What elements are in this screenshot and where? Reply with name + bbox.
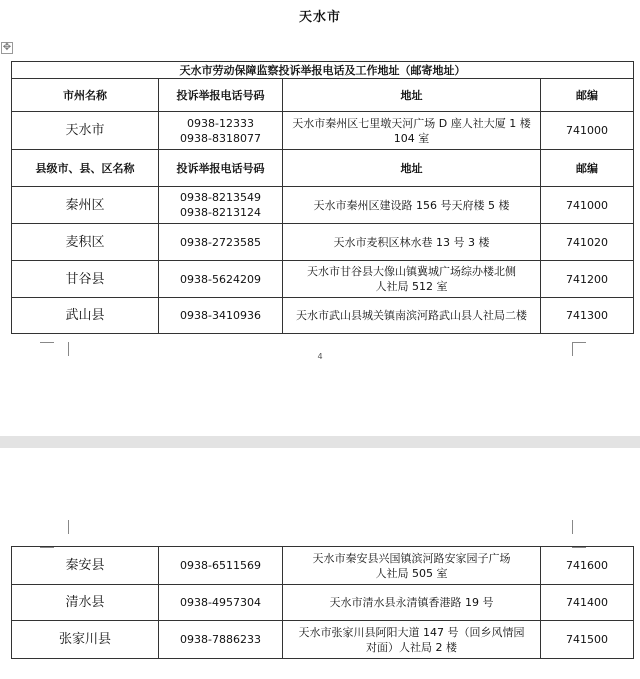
table-row <box>12 621 634 659</box>
table-row <box>12 298 634 334</box>
cell-zip: 741600 <box>541 547 634 585</box>
address-line-2: 人社局 505 室 <box>375 566 448 580</box>
cell-name: 清水县 <box>12 585 159 621</box>
cell-phone: 0938-3410936 <box>159 298 283 334</box>
cell-address <box>283 112 541 150</box>
table-row <box>12 585 634 621</box>
cell-phone: 0938-4957304 <box>159 585 283 621</box>
table-caption: 天水市劳动保障监察投诉举报电话及工作地址（邮寄地址） <box>12 62 634 79</box>
table-row <box>12 261 634 298</box>
cell-zip: 741200 <box>541 261 634 298</box>
cell-phone <box>159 187 283 224</box>
table-row <box>12 224 634 261</box>
cell-name: 天水市 <box>12 112 159 150</box>
header-city-name: 市州名称 <box>12 79 159 112</box>
cell-address <box>283 261 541 298</box>
cell-name: 武山县 <box>12 298 159 334</box>
header-zip: 邮编 <box>541 150 634 187</box>
table-row-city <box>12 112 634 150</box>
cell-zip: 741400 <box>541 585 634 621</box>
cell-phone: 0938-5624209 <box>159 261 283 298</box>
header-phone: 投诉举报电话号码 <box>159 79 283 112</box>
phone-line-1: 0938-12333 <box>187 116 254 130</box>
header-county-name: 县级市、县、区名称 <box>12 150 159 187</box>
complaint-table-page2 <box>11 546 634 659</box>
cell-name: 秦安县 <box>12 547 159 585</box>
cell-zip: 741300 <box>541 298 634 334</box>
header-zip: 邮编 <box>541 79 634 112</box>
cell-name: 张家川县 <box>12 621 159 659</box>
cell-address: 天水市武山县城关镇南滨河路武山县人社局二楼 <box>283 298 541 334</box>
address-line-2: 104 室 <box>393 131 430 145</box>
address-line-1: 天水市张家川县阿阳大道 147 号（回乡风情园 <box>298 625 525 639</box>
phone-line-2: 0938-8318077 <box>180 131 261 145</box>
cell-zip: 741000 <box>541 112 634 150</box>
cell-address: 天水市秦州区建设路 156 号天府楼 5 楼 <box>283 187 541 224</box>
header-row-city <box>12 79 634 112</box>
complaint-table-page1 <box>11 61 634 334</box>
cell-name: 麦积区 <box>12 224 159 261</box>
cell-zip: 741500 <box>541 621 634 659</box>
move-icon[interactable]: ✥ <box>2 42 12 53</box>
cell-phone: 0938-2723585 <box>159 224 283 261</box>
header-phone: 投诉举报电话号码 <box>159 150 283 187</box>
page-separator <box>0 436 640 448</box>
cell-zip: 741000 <box>541 187 634 224</box>
margin-mark <box>572 520 587 534</box>
page-title: 天水市 <box>298 10 341 25</box>
cell-address <box>283 547 541 585</box>
table-row <box>12 187 634 224</box>
cell-address: 天水市清水县永清镇香港路 19 号 <box>283 585 541 621</box>
address-line-1: 天水市秦州区七里墩天河广场 D 座人社大厦 1 楼 <box>292 116 531 130</box>
margin-mark <box>54 520 69 534</box>
header-address: 地址 <box>283 150 541 187</box>
page-number: 4 <box>317 352 323 361</box>
phone-line-2: 0938-8213124 <box>180 206 261 219</box>
cell-phone: 0938-7886233 <box>159 621 283 659</box>
header-address: 地址 <box>283 79 541 112</box>
address-line-1: 天水市甘谷县大像山镇冀城广场综办楼北侧 <box>307 265 516 278</box>
address-line-2: 对面）人社局 2 楼 <box>366 640 457 654</box>
header-row-county <box>12 150 634 187</box>
table-row <box>12 547 634 585</box>
phone-line-1: 0938-8213549 <box>180 191 261 204</box>
cell-phone <box>159 112 283 150</box>
cell-name: 甘谷县 <box>12 261 159 298</box>
cell-address <box>283 621 541 659</box>
address-line-1: 天水市秦安县兴国镇滨河路安家园子广场 <box>312 551 511 565</box>
table-caption-row <box>12 62 634 79</box>
cell-name: 秦州区 <box>12 187 159 224</box>
address-line-2: 人社局 512 室 <box>375 280 448 293</box>
cell-phone: 0938-6511569 <box>159 547 283 585</box>
cell-address: 天水市麦积区林水巷 13 号 3 楼 <box>283 224 541 261</box>
cell-zip: 741020 <box>541 224 634 261</box>
